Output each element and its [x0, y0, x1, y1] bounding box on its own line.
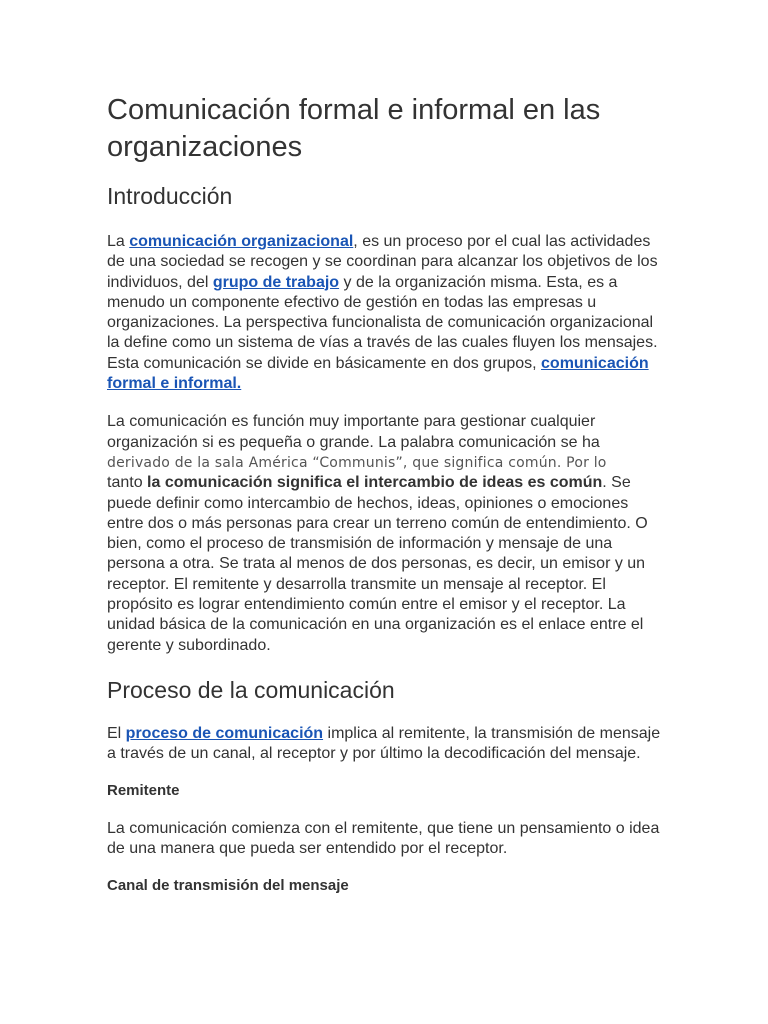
- link-comunicacion-formal-informal[interactable]: comunicación formal e informal.: [107, 354, 649, 393]
- link-grupo-de-trabajo[interactable]: grupo de trabajo: [212, 273, 340, 291]
- text-run: implica al remitente, la transmisión de mensaje a través de un canal, al receptor y por último la decodificación del mensaje.: [107, 724, 661, 763]
- text-run: La: [107, 233, 130, 250]
- text-run: y de la organización misma. Esta, es a menudo un componente efectivo de gestión en todas las empresas u organizaciones. La perspectiva funcionalista de comunicación organizacional la define como un sistema de vías a través de las cuales fluyen los mensajes. Esta comunicación se divide en básicamente en dos grupos,: [107, 273, 658, 372]
- process-paragraph: [107, 724, 663, 765]
- text-run: , es un proceso por el cual las actividades de una sociedad se recogen y se coordinan para alcanzar los objetivos de los individuos, del: [107, 233, 658, 291]
- text-run: . Se puede definir como intercambio de hechos, ideas, opiniones o emociones entre dos o más personas para crear un terreno común de entendimiento. O bien, como el proceso de transmisión de información y mensaje de una persona a otra. Se trata al menos de dos personas, es decir, un emisor y un receptor. El remitente y desarrolla transmite un mensaje al receptor. El propósito es lograr entendimiento común entre el emisor y el receptor. La unidad básica de la comunicación en una organización es el enlace entre el gerente y subordinado.: [107, 474, 648, 654]
- section-heading-proceso: Proceso de la comunicación: [107, 676, 395, 703]
- bold-text-run: la comunicación significa el intercambio de ideas es común: [147, 474, 603, 492]
- page-title: Comunicación formal e informal en las organizaciones: [107, 94, 601, 163]
- text-run: La comunicación es función muy importante para gestionar cualquier organización si es pequeña o grande. La palabra comunicación se ha: [107, 413, 600, 451]
- light-text-run: derivado de la sala América “Communis”, que significa común. Por lo: [107, 454, 607, 471]
- text-run: tanto: [107, 474, 148, 492]
- document-page: [107, 92, 663, 896]
- subheading-remitente: Remitente: [107, 781, 180, 799]
- section-heading-introduccion: Introducción: [107, 183, 233, 209]
- subheading-canal: Canal de transmisión del mensaje: [107, 877, 349, 895]
- remitente-paragraph: La comunicación comienza con el remitente, que tiene un pensamiento o idea de una manera que pueda ser entendido por el receptor.: [107, 819, 660, 857]
- text-run: El: [107, 724, 126, 742]
- link-comunicacion-organizacional[interactable]: comunicación organizacional: [129, 233, 354, 250]
- intro-paragraph-1: [107, 232, 663, 394]
- link-proceso-de-comunicacion[interactable]: proceso de comunicación: [125, 724, 324, 742]
- intro-paragraph-2: [107, 412, 663, 656]
